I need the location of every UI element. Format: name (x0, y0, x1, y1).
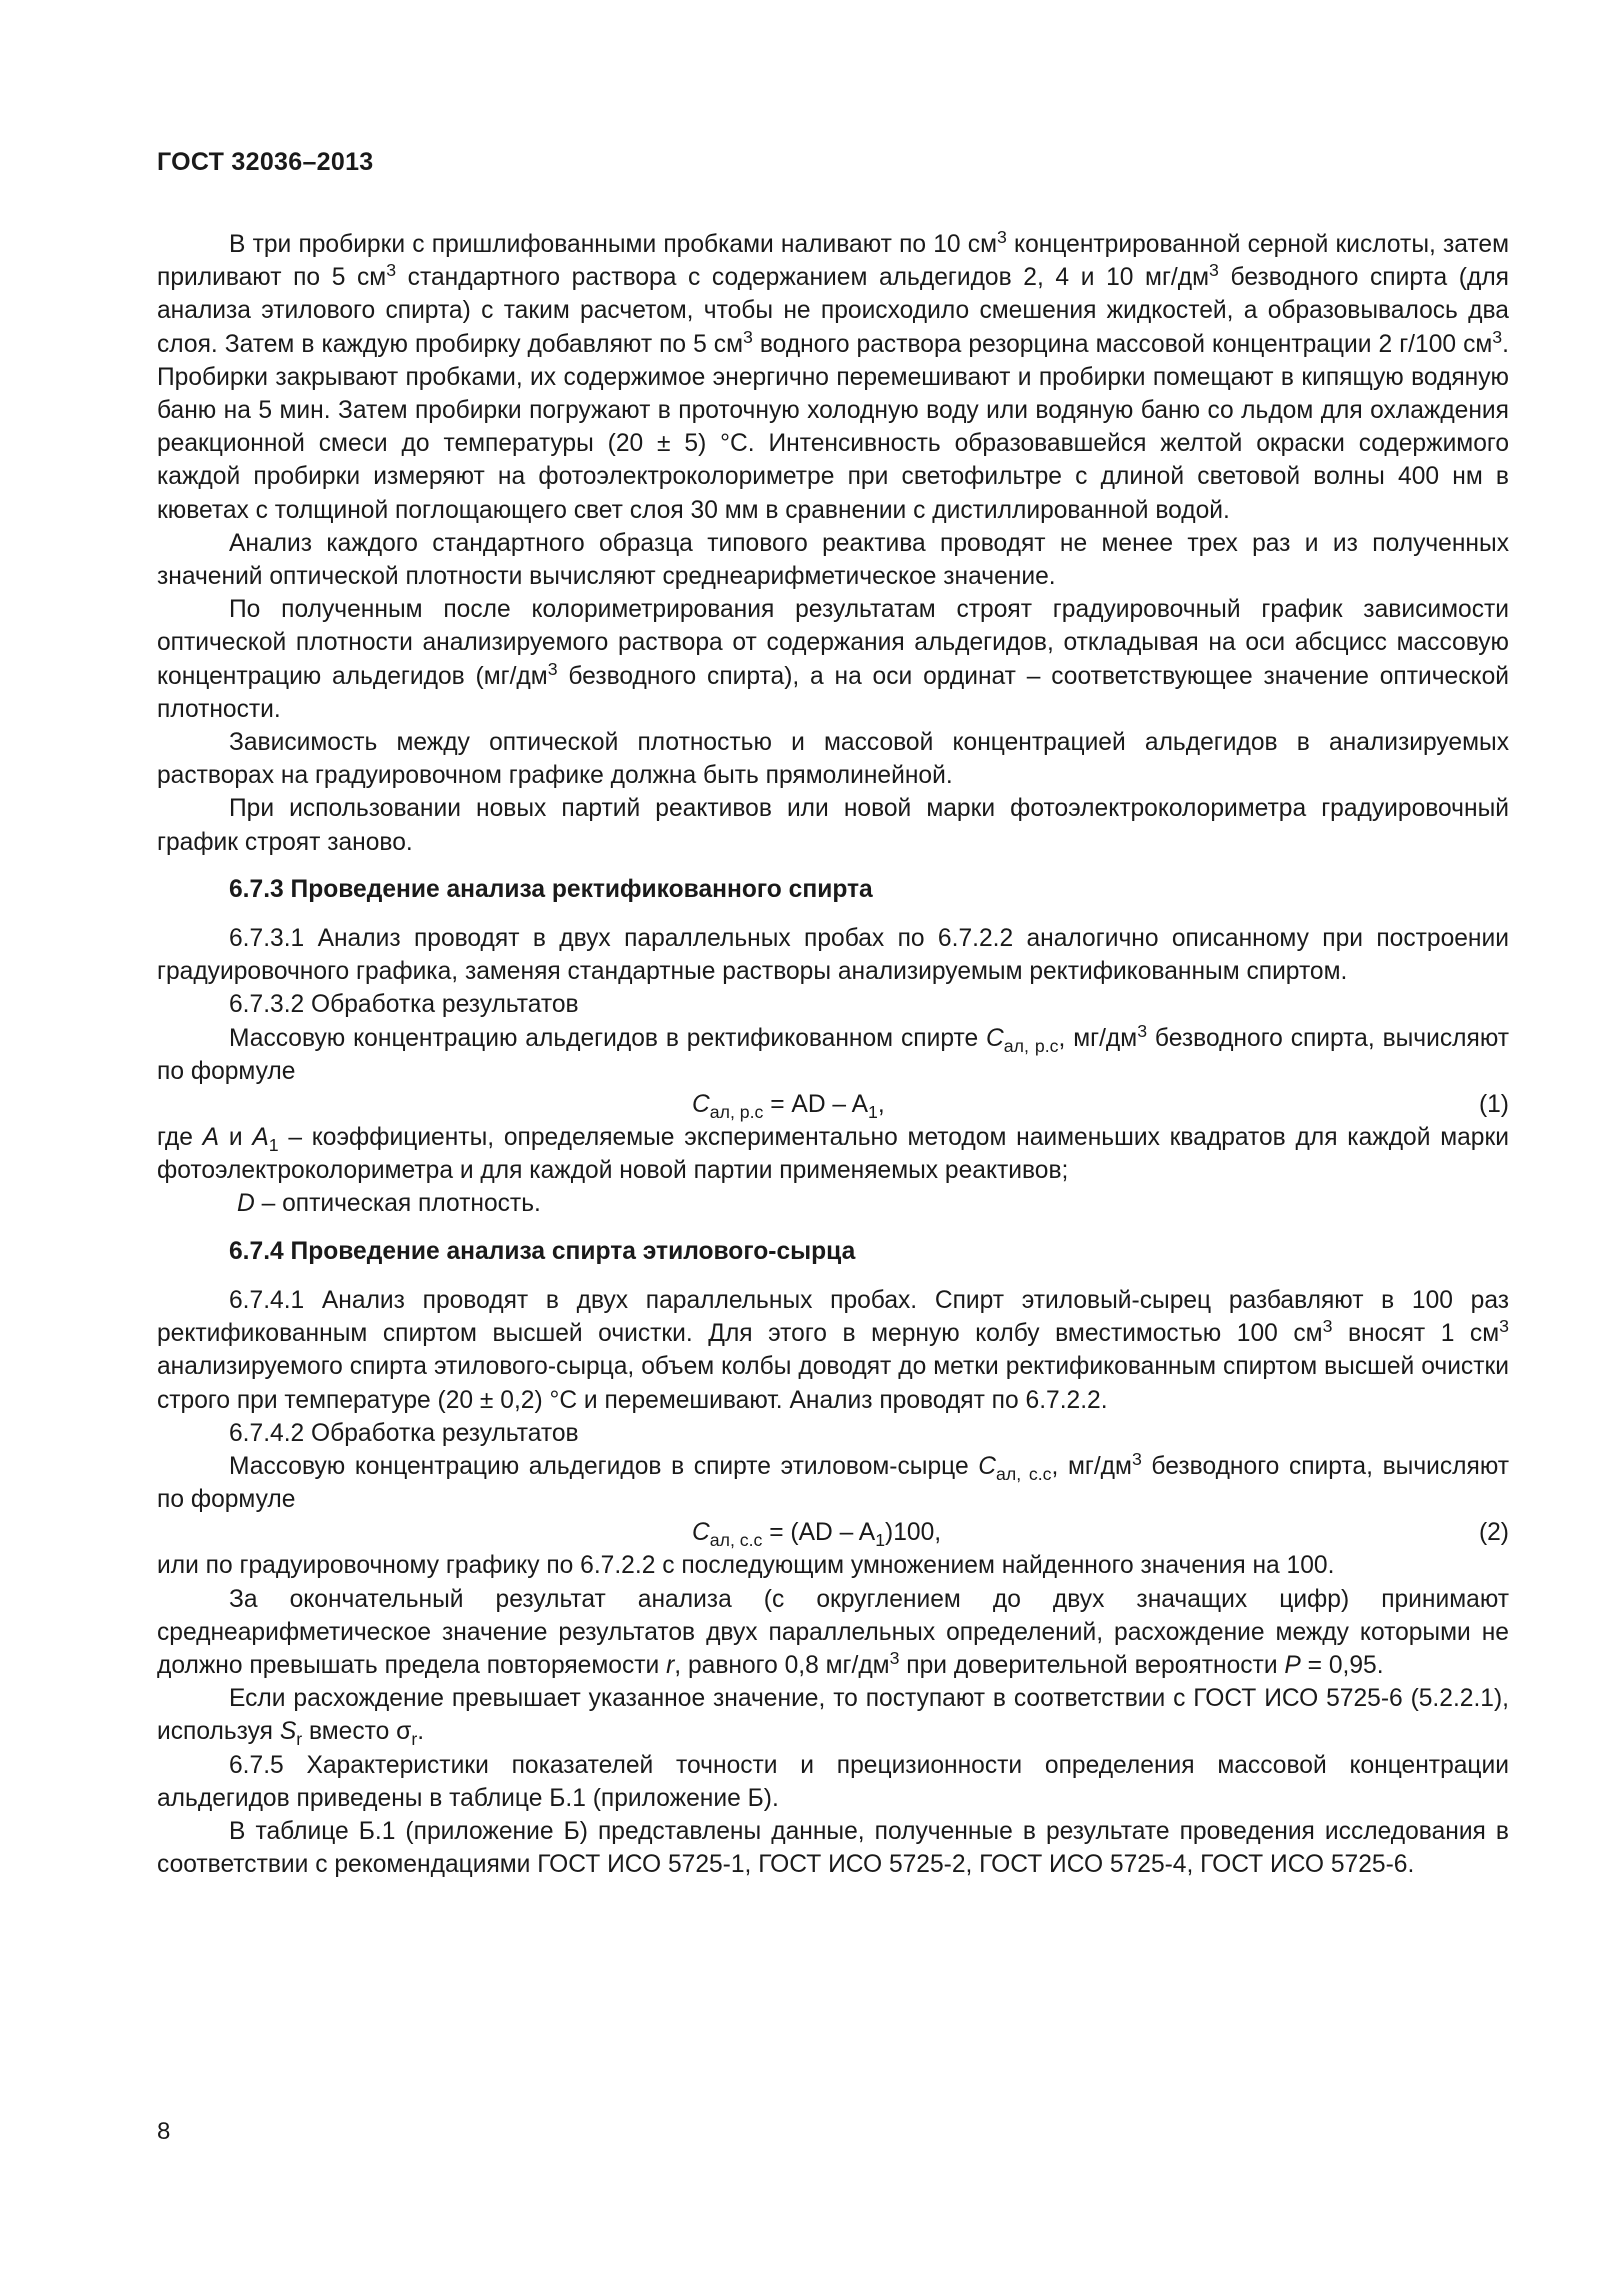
paragraph-linearity: Зависимость между оптической плотностью и массовой концентрацией альдегидов в анализируемых растворах на градуировочном графике должна быть прямолинейной. (157, 729, 1509, 790)
document-header: ГОСТ 32036–2013 (157, 148, 374, 176)
formula-1-expression: $C_{ал, р.с}$ = AD – $A_1$, (692, 1091, 885, 1122)
paragraph-table-b1: В таблице Б.1 (приложение Б) представлены данные, полученные в результате проведения исследования в соответствии с рекомендациями ГОСТ ИСО 5725-1, ГОСТ ИСО 5725-2, ГОСТ ИСО 5725-4, ГОСТ ИСО 5725-6. (157, 1817, 1509, 1879)
section-title-673: 6.7.3 Проведение анализа ректификованного спирта (229, 875, 873, 903)
paragraph-new-reagents: При использовании новых партий реактивов или новой марки фотоэлектроколориметра градуировочный график строят заново. (157, 795, 1509, 856)
paragraph-675: 6.7.5 Характеристики показателей точности и прецизионности определения массовой концентрации альдегидов приведены в таблице Б.1 (приложение Б). (157, 1751, 1509, 1812)
paragraph-analysis-repeat: Анализ каждого стандартного образца типового реактива проводят не менее трех раз и из полученных значений оптической плотности вычисляют среднеарифметическое значение. (157, 529, 1509, 591)
formula-1-number: (1) (1478, 1091, 1509, 1119)
paragraph-graph-multiply: или по градуировочному графику по 6.7.2.2 с последующим умножением найденного значения на 100. (157, 1552, 1335, 1580)
paragraph-final-result: За окончательный результат анализа (с округлением до двух значащих цифр) принимают среднеарифметическое значение результатов двух параллельных определений, расхождение между которыми не должно превышать предела повторяемости r, равного 0,8 $мг/дм^3$ при доверительной вероятности P = 0,95. (157, 1585, 1509, 1679)
paragraph-673-concentration: Массовую концентрацию альдегидов в ректификованном спирте $C_{ал, р.с}$, $мг/дм^3$ безводного спирта, вычисляют по формуле (157, 1020, 1509, 1085)
paragraph-6731: 6.7.3.1 Анализ проводят в двух параллельных пробах по 6.7.2.2 аналогично описанному при построении градуировочного графика, заменяя стандартные растворы анализируемым ректификованным спиртом. (157, 925, 1509, 986)
paragraph-where-coefficients: где A и $A_1$ – коэффициенты, определяемые экспериментально методом наименьших квадратов для каждой марки фотоэлектроколориметра и для каждой новой партии применяемых реактивов; (157, 1124, 1509, 1185)
paragraph-674-concentration: Массовую концентрацию альдегидов в спирте этиловом-сырце $C_{ал, с.с}$, $мг/дм^3$ безводного спирта, вычисляют по формуле (157, 1448, 1509, 1514)
page-content (157, 228, 1509, 1881)
formula-2-expression: $C_{ал, с.с} = (AD - A_1)100$, (692, 1519, 942, 1551)
paragraph-6732: 6.7.3.2 Обработка результатов (229, 991, 579, 1019)
formula-1 (157, 1088, 1509, 1121)
paragraph-calibration-graph: По полученным после колориметрирования результатам строят градуировочный график зависимости оптической плотности анализируемого раствора от содержания альдегидов, откладывая на оси абсцисс массовую концентрацию альдегидов ($мг/дм^3$ безводного спирта), а на оси ординат – соответствующее значение оптической плотности. (157, 596, 1509, 723)
paragraph-6742: 6.7.4.2 Обработка результатов (229, 1419, 579, 1447)
formula-2-number: (2) (1478, 1519, 1509, 1547)
paragraph-where-d: D – оптическая плотность. (237, 1190, 541, 1218)
paragraph-discrepancy: Если расхождение превышает указанное значение, то поступают в соответствии с ГОСТ ИСО 5725-6 (5.2.2.1), используя $S_r$ вместо $\sigma_r$. (157, 1685, 1509, 1750)
paragraph-procedure: В три пробирки с пришлифованными пробками наливают по 10 $см^3$ концентрированной серной кислоты, затем приливают по 5 $см^3$ стандартного раствора с содержанием альдегидов 2, 4 и 10 $мг/дм^3$ безводного спирта (для анализа этилового спирта) с таким расчетом, чтобы не происходило смешения жидкостей, а образовывалось два слоя. Затем в каждую пробирку добавляют по 5 $см^3$ водного раствора резорцина массовой концентрации 2 г/100 $см^3$. Пробирки закрывают пробками, их содержимое энергично перемешивают и пробирки помещают в кипящую водяную баню на 5 мин. Затем пробирки погружают в проточную холодную воду или водяную баню со льдом для охлаждения реакционной смеси до температуры (20 ± 5) °С. Интенсивность образовавшейся желтой окраски содержимого каждой пробирки измеряют на фотоэлектроколориметре при светофильтре с длиной световой волны 400 нм в кюветах с толщиной поглощающего свет слоя 30 мм в сравнении с дистиллированной водой. (157, 226, 1509, 524)
section-title-674: 6.7.4 Проведение анализа спирта этилового-сырца (229, 1237, 856, 1265)
formula-2 (157, 1516, 1509, 1549)
paragraph-6741: 6.7.4.1 Анализ проводят в двух параллельных пробах. Спирт этиловый-сырец разбавляют в 100 раз ректификованным спиртом высшей очистки. Для этого в мерную колбу вместимостью 100 $см^3$ вносят 1 $см^3$ анализируемого спирта этилового-сырца, объем колбы доводят до метки ректификованным спиртом высшей очистки строго при температуре (20 ± 0,2) °С и перемешивают. Анализ проводят по 6.7.2.2. (157, 1286, 1509, 1414)
page-number: 8 (157, 2118, 171, 2145)
